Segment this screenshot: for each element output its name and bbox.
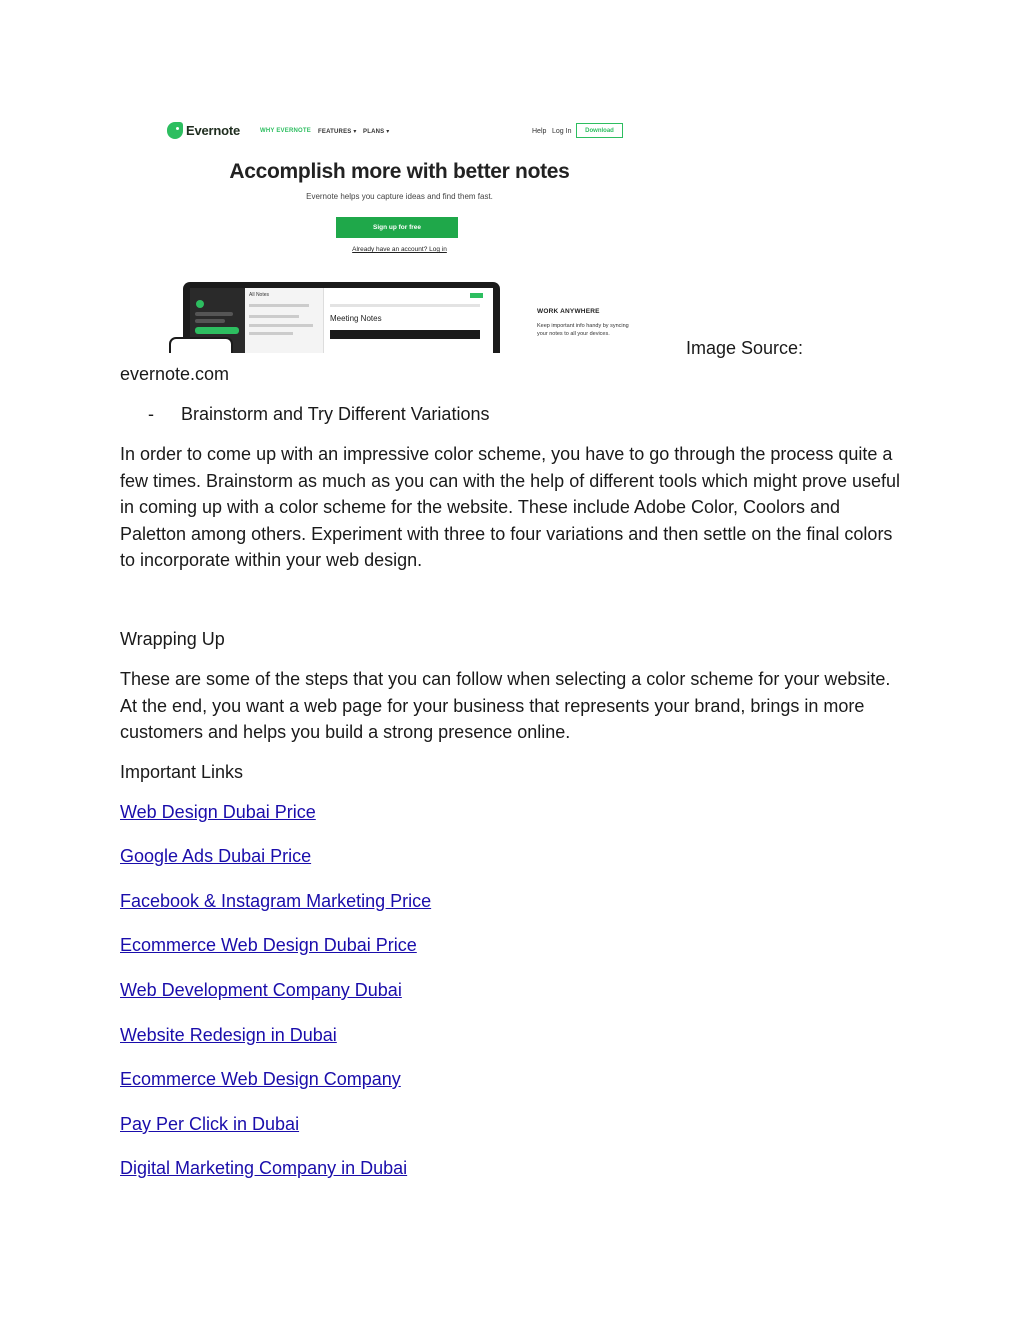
nav-login: Log In bbox=[552, 128, 572, 135]
link-ecommerce-web-design-company[interactable]: Ecommerce Web Design Company bbox=[120, 1069, 401, 1089]
evernote-logo bbox=[167, 122, 240, 139]
note-list-line bbox=[249, 304, 309, 307]
hero-title: Accomplish more with better notes bbox=[229, 160, 570, 183]
elephant-icon bbox=[167, 122, 183, 139]
download-button: Download bbox=[576, 123, 623, 138]
image-source-label: Image Source: bbox=[686, 338, 804, 358]
phone-mockup bbox=[169, 337, 233, 353]
link-digital-marketing-company-in-dubai[interactable]: Digital Marketing Company in Dubai bbox=[120, 1158, 408, 1178]
hero-subtitle: Evernote helps you capture ideas and find them fast. bbox=[306, 192, 493, 201]
heading-important-links: Important Links bbox=[120, 762, 244, 782]
note-list-line bbox=[249, 315, 299, 318]
note-list bbox=[245, 288, 324, 353]
signup-button: Sign up for free bbox=[336, 217, 458, 238]
sidebar-line bbox=[195, 312, 233, 316]
link-google-ads-dubai-price[interactable]: Google Ads Dubai Price bbox=[120, 846, 312, 866]
link-website-redesign-in-dubai[interactable]: Website Redesign in Dubai bbox=[120, 1025, 337, 1045]
note-editor bbox=[324, 288, 493, 353]
work-anywhere-text: Keep important info handy by syncing your notes to all your devices. bbox=[537, 323, 629, 337]
note-list-line bbox=[249, 332, 293, 335]
nav-help: Help bbox=[532, 128, 547, 135]
work-anywhere-title: WORK ANYWHERE bbox=[537, 308, 600, 315]
link-ecommerce-web-design-dubai-price[interactable]: Ecommerce Web Design Dubai Price bbox=[120, 935, 417, 955]
link-facebook-instagram-marketing-price[interactable]: Facebook & Instagram Marketing Price bbox=[120, 891, 432, 911]
logo-text: Evernote bbox=[186, 123, 241, 138]
editor-title: Meeting Notes bbox=[330, 314, 382, 323]
login-link: Already have an account? Log in bbox=[352, 246, 447, 253]
editor-toolbar bbox=[330, 304, 480, 307]
laptop-screen bbox=[190, 288, 493, 353]
link-web-design-dubai-price[interactable]: Web Design Dubai Price bbox=[120, 802, 316, 822]
nav-why-evernote: WHY EVERNOTE bbox=[260, 128, 311, 134]
note-list-line bbox=[249, 324, 313, 327]
nav-plans: PLANS ▾ bbox=[363, 129, 390, 135]
bullet-text: Brainstorm and Try Different Variations bbox=[181, 404, 490, 424]
paragraph-wrapping-up: These are some of the steps that you can follow when selecting a color scheme for your website. At the end, you want a web page for your business that represents your brand, brings in more customers and helps you build a strong presence online. bbox=[120, 669, 891, 742]
link-web-development-company-dubai[interactable]: Web Development Company Dubai bbox=[120, 980, 402, 1000]
evernote-screenshot bbox=[163, 112, 636, 353]
note-list-title: All Notes bbox=[249, 292, 270, 298]
bullet-dash: - bbox=[148, 404, 154, 424]
sidebar-line bbox=[195, 319, 225, 323]
share-button bbox=[470, 293, 483, 298]
image-source-value: evernote.com bbox=[120, 364, 230, 384]
paragraph-brainstorm: In order to come up with an impressive color scheme, you have to go through the process quite a few times. Brainstorm as much as you can with the help of different tools which might prove useful in coming up with a color scheme for the website. These include Adobe Color, Coolors and Paletton among others. Experiment with three to four variations and then settle on the final colors to incorporate within your web design. bbox=[120, 444, 901, 570]
link-pay-per-click-in-dubai[interactable]: Pay Per Click in Dubai bbox=[120, 1114, 300, 1134]
editor-table bbox=[330, 330, 480, 339]
heading-wrapping-up: Wrapping Up bbox=[120, 629, 225, 649]
new-note-button bbox=[195, 327, 239, 334]
evernote-nav bbox=[163, 112, 636, 152]
nav-features: FEATURES ▾ bbox=[318, 129, 357, 135]
account-icon bbox=[196, 300, 204, 308]
